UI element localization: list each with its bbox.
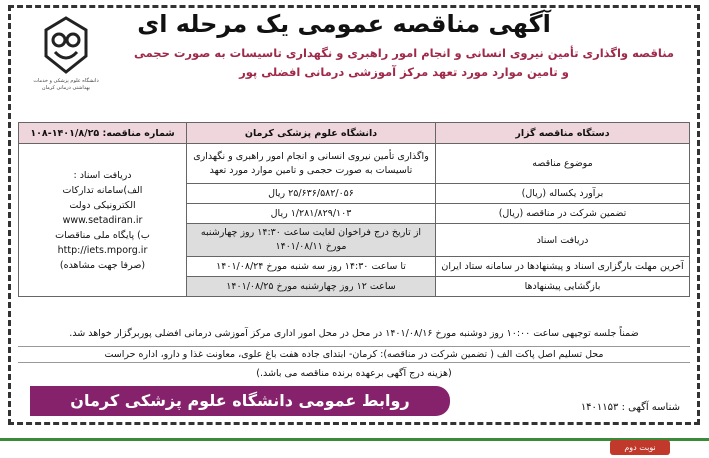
bottom-divider — [0, 438, 709, 458]
setad-link[interactable]: www.setadiran.ir — [62, 214, 143, 226]
ad-subtitle — [124, 44, 684, 82]
iets-link[interactable]: http://iets.mporg.ir — [57, 244, 148, 256]
tender-table — [18, 122, 690, 297]
table-row — [19, 144, 690, 184]
header-organizer: دستگاه مناقصه گزار — [436, 123, 690, 144]
row-label: برآورد یکساله (ریال) — [436, 184, 690, 204]
row-value: ساعت ۱۲ روز چهارشنبه مورخ ۱۴۰۱/۰۸/۲۵ — [187, 277, 436, 297]
row-value: تا ساعت ۱۴:۳۰ روز سه شنبه مورخ ۱۴۰۱/۰۸/۲۴ — [187, 257, 436, 277]
row-value: از تاریخ درج فراخوان لغایت ساعت ۱۴:۳۰ روز چهارشنبه مورخ ۱۴۰۱/۰۸/۱۱ — [187, 224, 436, 257]
meeting-note: ضمناً جلسه توجیهی ساعت ۱۰:۰۰ روز دوشنبه مورخ ۱۴۰۱/۰۸/۱۶ در محل در محل امور اداری مرکز آموزشی درمانی افضلی پوربرگزار خواهد شد. — [69, 328, 639, 339]
row-value: ۱/۲۸۱/۸۲۹/۱۰۳ ریال — [187, 204, 436, 224]
row-label: دریافت اسناد — [436, 224, 690, 257]
subtitle-line-1: مناقصه واگذاری تأمین نیروی انسانی و انجام امور راهبری و نگهداری تاسیسات به صورت حجمی — [133, 46, 675, 60]
row-label: تضمین شرکت در مناقصه (ریال) — [436, 204, 690, 224]
ad-code: شناسه آگهی : ۱۴۰۱۱۵۳ — [580, 402, 680, 413]
logo-caption: دانشگاه علوم پزشکی و خدمات بهداشتی درمانی کرمان — [33, 78, 99, 91]
university-logo — [24, 16, 108, 116]
row-value: واگذاری تأمین نیروی انسانی و انجام امور راهبری و نگهداری تاسیسات به صورت حجمی و تامین موارد مورد تعهد — [187, 144, 436, 184]
cost-note: (هزینه درج آگهی برعهده برنده مناقصه می باشد.) — [256, 368, 452, 379]
ad-content — [14, 10, 694, 420]
public-relations-banner: روابط عمومی دانشگاه علوم پزشکی کرمان — [30, 386, 450, 416]
side-line: (صرفا جهت مشاهده) — [59, 259, 146, 271]
delivery-note: محل تسلیم اصل پاکت الف ( تضمین شرکت در مناقصه): کرمان- ابتدای جاده هفت باغ علوی، معاونت غذا و دارو، اداره حراست — [18, 346, 690, 363]
subtitle-line-2: و تامین موارد مورد تعهد مرکز آموزشی درمانی افضلی پور — [239, 65, 569, 79]
row-label: موضوع مناقصه — [436, 144, 690, 184]
ad-title: آگهی مناقصه عمومی یک مرحله ای — [137, 10, 551, 38]
side-line: الکترونیکی دولت — [69, 199, 136, 211]
row-value: ۲۵/۶۳۶/۵۸۲/۰۵۶ ریال — [187, 184, 436, 204]
row-label: بازگشایی پیشنهادها — [436, 277, 690, 297]
side-line: ب) پایگاه ملی مناقصات — [55, 229, 150, 241]
row-label: آخرین مهلت بارگزاری اسناد و پیشنهادها در سامانه ستاد ایران — [436, 257, 690, 277]
side-line: الف)سامانه تدارکات — [62, 184, 143, 196]
publication-tag: نوبت دوم — [610, 440, 670, 455]
table-header-row — [19, 123, 690, 144]
header-tender-number: شماره مناقصه: ۱۴۰۱/۸/۲۵-۱۰۸ — [19, 123, 187, 144]
documents-info — [19, 144, 187, 297]
header-university: دانشگاه علوم پزشکی کرمان — [187, 123, 436, 144]
university-emblem-icon — [41, 16, 91, 74]
side-line: دریافت اسناد : — [73, 169, 132, 181]
